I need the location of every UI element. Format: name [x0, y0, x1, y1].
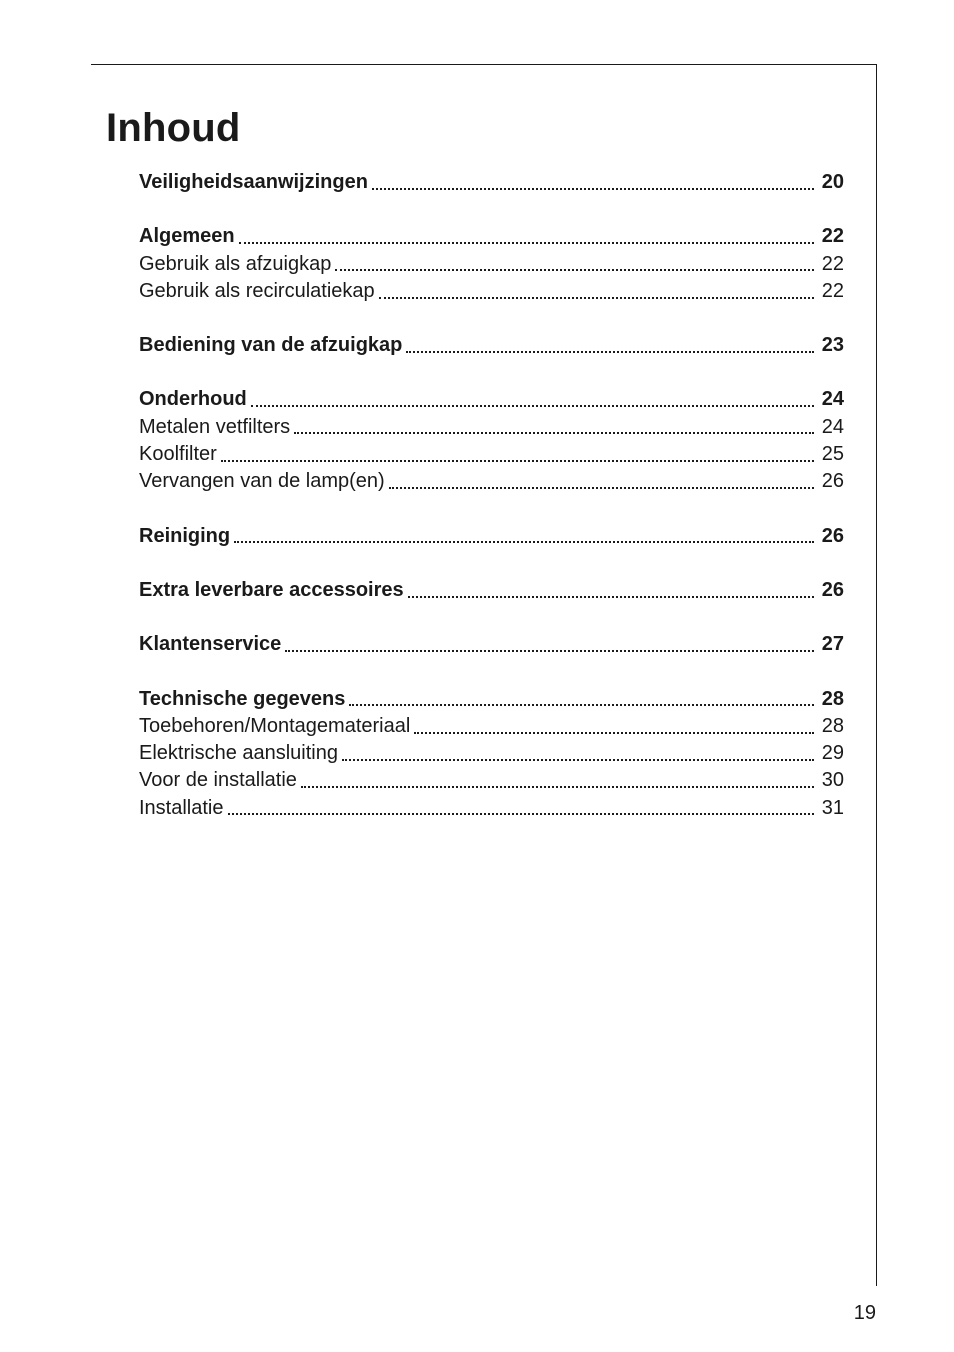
- toc-subentry[interactable]: [139, 278, 844, 305]
- table-of-contents: [139, 169, 844, 822]
- dot-leader: [342, 744, 814, 764]
- top-border-rule: [91, 64, 877, 65]
- toc-entry-page: 23: [821, 334, 844, 357]
- toc-entry-label: Toebehoren/Montagemateriaal: [139, 714, 411, 737]
- toc-entry-page: 26: [821, 470, 844, 493]
- dot-leader: [389, 472, 814, 492]
- toc-entry-page: 27: [821, 633, 844, 656]
- toc-entry-label: Technische gegevens: [139, 687, 346, 710]
- toc-entry-label: Voor de installatie: [139, 769, 297, 792]
- toc-entry-label: Metalen vetfilters: [139, 415, 291, 438]
- dot-leader: [228, 798, 815, 818]
- toc-entry-page: 31: [821, 796, 844, 819]
- toc-entry[interactable]: [139, 631, 844, 658]
- toc-entry-page: 28: [821, 714, 844, 737]
- toc-entry-label: Onderhoud: [139, 388, 247, 411]
- toc-entry-label: Installatie: [139, 796, 224, 819]
- dot-leader: [414, 717, 814, 737]
- toc-entry-label: Koolfilter: [139, 443, 217, 466]
- toc-entry[interactable]: [139, 686, 844, 713]
- toc-entry-page: 26: [821, 524, 844, 547]
- toc-subentry[interactable]: [139, 441, 844, 468]
- dot-leader: [379, 282, 814, 302]
- dot-leader: [335, 254, 814, 274]
- dot-leader: [301, 771, 814, 791]
- toc-entry-page: 29: [821, 742, 844, 765]
- toc-entry[interactable]: [139, 169, 844, 196]
- toc-entry-label: Extra leverbare accessoires: [139, 578, 404, 601]
- dot-leader: [349, 689, 814, 709]
- toc-entry-page: 22: [821, 225, 844, 248]
- toc-entry-page: 25: [821, 443, 844, 466]
- toc-subentry[interactable]: [139, 414, 844, 441]
- toc-subentry[interactable]: [139, 251, 844, 278]
- page-number: 19: [853, 1302, 876, 1324]
- dot-leader: [294, 417, 814, 437]
- toc-entry[interactable]: [139, 523, 844, 550]
- dot-leader: [406, 336, 814, 356]
- toc-entry-page: 20: [821, 171, 844, 193]
- dot-leader: [234, 526, 814, 546]
- toc-entry-label: Veiligheidsaanwijzingen: [139, 171, 368, 193]
- dot-leader: [251, 390, 814, 410]
- toc-entry[interactable]: [139, 332, 844, 359]
- toc-entry-page: 22: [821, 252, 844, 275]
- toc-subentry[interactable]: [139, 468, 844, 495]
- dot-leader: [285, 635, 814, 655]
- toc-entry-page: 24: [821, 388, 844, 411]
- toc-entry-page: 22: [821, 279, 844, 302]
- toc-entry[interactable]: [139, 577, 844, 604]
- toc-entry-label: Klantenservice: [139, 633, 282, 656]
- dot-leader: [221, 445, 814, 465]
- toc-entry[interactable]: [139, 386, 844, 413]
- dot-leader: [372, 173, 814, 193]
- toc-entry-label: Vervangen van de lamp(en): [139, 470, 385, 493]
- toc-entry-page: 30: [821, 769, 844, 792]
- toc-entry-label: Gebruik als afzuigkap: [139, 252, 332, 275]
- toc-subentry[interactable]: [139, 767, 844, 794]
- right-border-rule: [876, 64, 877, 1286]
- toc-entry-page: 28: [821, 687, 844, 710]
- dot-leader: [408, 581, 814, 601]
- toc-entry-label: Reiniging: [139, 524, 231, 547]
- toc-entry-page: 26: [821, 578, 844, 601]
- dot-leader: [239, 227, 814, 247]
- toc-entry-label: Bediening van de afzuigkap: [139, 334, 403, 357]
- toc-entry-page: 24: [821, 415, 844, 438]
- toc-entry-label: Algemeen: [139, 225, 235, 248]
- page-title: Inhoud: [106, 106, 241, 150]
- toc-subentry[interactable]: [139, 740, 844, 767]
- toc-entry-label: Elektrische aansluiting: [139, 742, 338, 765]
- toc-subentry[interactable]: [139, 713, 844, 740]
- toc-subentry[interactable]: [139, 795, 844, 822]
- toc-entry-label: Gebruik als recirculatiekap: [139, 279, 375, 302]
- toc-entry[interactable]: [139, 223, 844, 250]
